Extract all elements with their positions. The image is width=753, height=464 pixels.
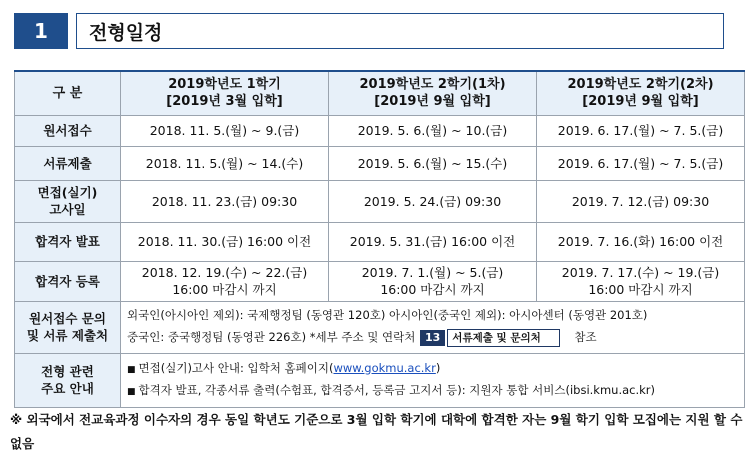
- header-col-1-entry: [2019년 3월 입학]: [166, 94, 283, 110]
- header-col-3-entry: [2019년 9월 입학]: [582, 94, 699, 110]
- section-ref-title: 서류제출 및 문의처: [447, 329, 559, 347]
- cell-text: 2019. 5. 24.(금) 09:30: [363, 193, 502, 209]
- row-label-text: 원서접수 문의: [29, 311, 106, 326]
- header-col-3: [537, 71, 745, 115]
- header-col-2-entry: [2019년 9월 입학]: [374, 94, 491, 110]
- inquiry-row: [15, 301, 745, 353]
- row-label: [15, 115, 121, 146]
- row-label-text: 원서접수: [43, 123, 92, 138]
- inquiry-line-2-text: 중국인: 중국행정팀 (동영관 226호) *세부 주소 및 연락처: [127, 330, 416, 344]
- header-col-2: [329, 71, 537, 115]
- guide-line-1-text: 면접(실기)고사 안내: 입학처 홈페이지(: [138, 360, 334, 375]
- row-label-text: 전형 관련: [41, 364, 94, 379]
- table-cell: [121, 222, 329, 261]
- row-label-text-2: 및 서류 제출처: [26, 328, 109, 343]
- cell-text: 2018. 11. 23.(금) 09:30: [151, 193, 298, 209]
- table-cell: [537, 115, 745, 146]
- row-label: [15, 222, 121, 261]
- row-label: [15, 180, 121, 222]
- cell-text: 2019. 5. 6.(월) ~ 15.(수): [357, 155, 508, 171]
- bullet-square-icon: ■: [127, 364, 136, 375]
- row-label-text: 면접(실기): [37, 185, 98, 200]
- table-cell: [329, 180, 537, 222]
- cell-text: 2019. 7. 16.(화) 16:00 이전: [557, 234, 724, 249]
- table-cell: [537, 261, 745, 301]
- header-label: 구 분: [15, 71, 121, 115]
- inquiry-line-1: 외국인(아시아인 제외): 국제행정팀 (동영관 120호) 아시아인(중국인 제외): 아시아센터 (동영관 201호): [127, 308, 648, 322]
- table-header-row: [15, 71, 745, 115]
- guide-line-1-suffix: ): [435, 360, 441, 375]
- table-cell: [121, 115, 329, 146]
- guide-line-1: [127, 360, 744, 379]
- header-col-2-term: 2019학년도 2학기(1차): [359, 77, 506, 93]
- table-cell: [537, 222, 745, 261]
- table-cell: [121, 146, 329, 180]
- header-col-1-term: 2019학년도 1학기: [168, 77, 281, 93]
- inquiry-line-2: [127, 329, 744, 347]
- table-row: [15, 180, 745, 222]
- cell-text: 2018. 12. 19.(수) ~ 22.(금): [141, 265, 308, 280]
- cell-text: 2019. 7. 12.(금) 09:30: [571, 193, 710, 209]
- cell-text: 2018. 11. 30.(금) 16:00 이전: [137, 234, 312, 249]
- table-cell: [329, 146, 537, 180]
- cell-text: 2019. 7. 17.(수) ~ 19.(금): [561, 265, 720, 280]
- row-label-text: 합격자 등록: [35, 273, 100, 289]
- section-ref-number: 13: [420, 330, 445, 346]
- section-number: 1: [14, 13, 68, 49]
- bullet-square-icon: ■: [127, 386, 136, 397]
- row-label: [15, 146, 121, 180]
- row-label: [15, 261, 121, 301]
- table-row: [15, 115, 745, 146]
- row-label: [15, 301, 121, 353]
- guide-line-2: [127, 382, 744, 401]
- cell-text: 2019. 5. 6.(월) ~ 10.(금): [357, 123, 508, 138]
- table-cell: [329, 115, 537, 146]
- inquiry-line-2-suffix: 참조: [574, 330, 597, 344]
- table-cell: [121, 261, 329, 301]
- guide-line-2-text: 합격자 발표, 각종서류 출력(수험표, 합격증서, 등록금 고지서 등): 지원자 통합 서비스(ibsi.kmu.ac.kr): [138, 382, 656, 397]
- table-row: [15, 261, 745, 301]
- row-label-text-2: 고사일: [49, 202, 86, 217]
- guide-cell: [121, 353, 745, 407]
- section-heading: [14, 13, 724, 49]
- cell-text: 2019. 6. 17.(월) ~ 7. 5.(금): [557, 123, 724, 138]
- cell-text-2: 16:00 마감시 까지: [588, 282, 693, 297]
- table-row: [15, 146, 745, 180]
- cell-text-2: 16:00 마감시 까지: [380, 282, 485, 297]
- guide-row: [15, 353, 745, 407]
- note-text: 외국에서 전교육과정 이수자의 경우 동일 학년도 기준으로 3월 입학 학기에 대학에 합격한 자는 9월 학기 입학 모집에는 지원 할 수 없음: [10, 412, 743, 451]
- note-mark: ※: [10, 412, 23, 427]
- cell-text: 2019. 7. 1.(월) ~ 5.(금): [361, 265, 504, 280]
- row-label-text: 합격자 발표: [35, 234, 100, 249]
- footnote: [10, 408, 745, 456]
- table-row: [15, 222, 745, 261]
- table-cell: [329, 222, 537, 261]
- schedule-table: [14, 70, 745, 408]
- cell-text: 2019. 6. 17.(월) ~ 7. 5.(금): [557, 155, 724, 171]
- cell-text: 2018. 11. 5.(월) ~ 14.(수): [145, 155, 304, 171]
- table-cell: [537, 180, 745, 222]
- table-cell: [329, 261, 537, 301]
- cell-text: 2018. 11. 5.(월) ~ 9.(금): [149, 123, 300, 138]
- header-col-1: [121, 71, 329, 115]
- section-title: 전형일정: [76, 13, 724, 49]
- header-col-3-term: 2019학년도 2학기(2차): [567, 77, 714, 93]
- inquiry-cell: [121, 301, 745, 353]
- table-cell: [537, 146, 745, 180]
- row-label-text: 서류제출: [43, 155, 92, 171]
- row-label: [15, 353, 121, 407]
- table-cell: [121, 180, 329, 222]
- row-label-text-2: 주요 안내: [41, 381, 94, 396]
- homepage-link[interactable]: www.gokmu.ac.kr: [333, 360, 436, 375]
- cell-text: 2019. 5. 31.(금) 16:00 이전: [349, 234, 516, 249]
- cell-text-2: 16:00 마감시 까지: [172, 282, 277, 297]
